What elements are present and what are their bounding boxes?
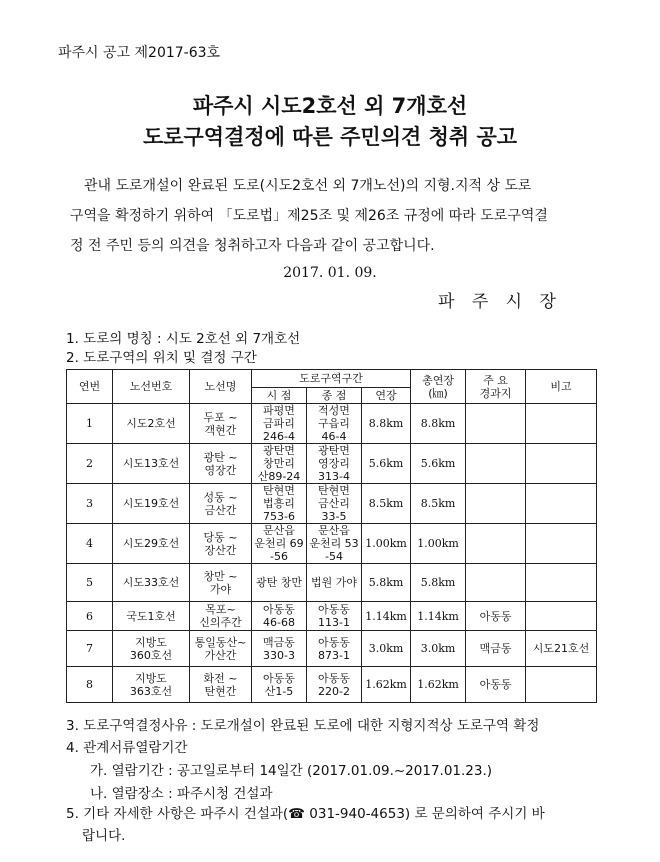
cell-no: 1: [67, 404, 113, 444]
cell-start: 문산읍 운천리 69 -56: [252, 524, 307, 564]
header-route-no: 노선번호: [113, 370, 190, 404]
cell-end: 아동동 220-2: [307, 667, 362, 703]
header-start: 시 점: [252, 388, 307, 404]
cell-via: [466, 484, 526, 524]
cell-route-no: 시도19호선: [113, 484, 190, 524]
header-note: 비고: [526, 370, 597, 404]
cell-note: [526, 524, 597, 564]
cell-end: 적성면 구읍리 46-4: [307, 404, 362, 444]
cell-via: 아동동: [466, 602, 526, 631]
body-line-3: 정 전 주민 등의 의견을 청취하고자 다음과 같이 공고합니다.: [70, 238, 435, 254]
notice-date: 2017. 01. 09.: [283, 265, 377, 281]
cell-route-name: 창만 ~ 가야: [190, 564, 252, 602]
cell-via: [466, 564, 526, 602]
cell-total: 5.8km: [411, 564, 466, 602]
cell-length: 5.8km: [362, 564, 411, 602]
cell-no: 2: [67, 444, 113, 484]
cell-route-no: 국도1호선: [113, 602, 190, 631]
header-total-length: 총연장 (㎞): [411, 370, 466, 404]
cell-route-name: 목포~ 신의주간: [190, 602, 252, 631]
cell-start: 아동동 산1-5: [252, 667, 307, 703]
table-row: [67, 444, 597, 484]
cell-via: [466, 444, 526, 484]
cell-total: 1.62km: [411, 667, 466, 703]
cell-length: 1.62km: [362, 667, 411, 703]
cell-length: 5.6km: [362, 444, 411, 484]
title-line-2: 도로구역결정에 따른 주민의견 청취 공고: [142, 125, 518, 149]
cell-route-no: 지방도 363호선: [113, 667, 190, 703]
table-row: [67, 404, 597, 444]
cell-total: 1.00km: [411, 524, 466, 564]
table-row: [67, 631, 597, 667]
cell-end: 법원 가야: [307, 564, 362, 602]
cell-total: 1.14km: [411, 602, 466, 631]
cell-end: 아동동 873-1: [307, 631, 362, 667]
cell-route-no: 지방도 360호선: [113, 631, 190, 667]
header-end: 종 점: [307, 388, 362, 404]
notice-number: 파주시 공고 제2017-63호: [58, 45, 221, 61]
cell-start: 광탄면 창만리 산89-24: [252, 444, 307, 484]
cell-end: 문산읍 운천리 53 -54: [307, 524, 362, 564]
cell-start: 탄현면 법흥리 753-6: [252, 484, 307, 524]
cell-note: [526, 484, 597, 524]
cell-route-no: 시도2호선: [113, 404, 190, 444]
cell-route-no: 시도13호선: [113, 444, 190, 484]
section-reason: 3. 도로구역결정사유 : 도로개설이 완료된 도로에 대한 지형지적상 도로구역 확정: [66, 718, 540, 734]
cell-end: 아동동 113-1: [307, 602, 362, 631]
cell-route-name: 당동 ~ 장산간: [190, 524, 252, 564]
cell-via: [466, 404, 526, 444]
section-contact: [66, 803, 596, 847]
signer: 파 주 시 장: [438, 292, 562, 312]
section-viewing: 4. 관계서류열람기간: [66, 740, 188, 756]
cell-note: [526, 444, 597, 484]
section-road-name: 1. 도로의 명칭 : 시도 2호선 외 7개호선: [66, 331, 301, 347]
cell-length: 1.14km: [362, 602, 411, 631]
header-via: 주 요 경과지: [466, 370, 526, 404]
cell-length: 3.0km: [362, 631, 411, 667]
cell-start: 파평면 금파리 246-4: [252, 404, 307, 444]
cell-route-name: 두포 ~ 객현간: [190, 404, 252, 444]
table-row: [67, 602, 597, 631]
cell-no: 7: [67, 631, 113, 667]
cell-route-name: 성동 ~ 금산간: [190, 484, 252, 524]
section-location: 2. 도로구역의 위치 및 결정 구간: [66, 350, 257, 366]
cell-note: [526, 602, 597, 631]
cell-total: 5.6km: [411, 444, 466, 484]
cell-length: 8.5km: [362, 484, 411, 524]
cell-start: 맥금동 330-3: [252, 631, 307, 667]
cell-no: 6: [67, 602, 113, 631]
cell-note: 시도21호선: [526, 631, 597, 667]
cell-no: 5: [67, 564, 113, 602]
cell-route-name: 광탄 ~ 영장간: [190, 444, 252, 484]
cell-route-name: 화전 ~ 탄현간: [190, 667, 252, 703]
cell-length: 8.8km: [362, 404, 411, 444]
cell-via: [466, 524, 526, 564]
header-section: 도로구역구간: [252, 370, 411, 388]
cell-end: 광탄면 영장리 313-4: [307, 444, 362, 484]
contact-line-2: 랍니다.: [82, 828, 126, 844]
cell-route-name: 통일동산~ 가산간: [190, 631, 252, 667]
table-row: [67, 524, 597, 564]
cell-total: 3.0km: [411, 631, 466, 667]
cell-total: 8.5km: [411, 484, 466, 524]
cell-via: 맥금동: [466, 631, 526, 667]
cell-end: 탄현면 금산리 33-5: [307, 484, 362, 524]
notice-body: [70, 171, 598, 261]
header-length: 연장: [362, 388, 411, 404]
cell-no: 4: [67, 524, 113, 564]
cell-route-no: 시도29호선: [113, 524, 190, 564]
table-row: [67, 564, 597, 602]
viewing-period: 가. 열람기간 : 공고일로부터 14일간 (2017.01.09.~2017.01.23.): [90, 763, 493, 779]
cell-note: [526, 667, 597, 703]
viewing-location: 나. 열람장소 : 파주시청 건설과: [90, 786, 273, 802]
table-row: [67, 484, 597, 524]
cell-note: [526, 564, 597, 602]
cell-start: 광탄 창만: [252, 564, 307, 602]
cell-via: 아동동: [466, 667, 526, 703]
title-line-1: 파주시 시도2호선 외 7개호선: [192, 94, 468, 118]
header-route-name: 노선명: [190, 370, 252, 404]
header-no: 연번: [67, 370, 113, 404]
cell-total: 8.8km: [411, 404, 466, 444]
cell-length: 1.00km: [362, 524, 411, 564]
cell-note: [526, 404, 597, 444]
cell-route-no: 시도33호선: [113, 564, 190, 602]
cell-start: 아동동 46-68: [252, 602, 307, 631]
cell-no: 8: [67, 667, 113, 703]
body-line-1: 관내 도로개설이 완료된 도로(시도2호선 외 7개노선)의 지형.지적 상 도로: [84, 178, 532, 194]
body-line-2: 구역을 확정하기 위하여 「도로법」제25조 및 제26조 규정에 따라 도로구역결: [70, 208, 548, 224]
cell-no: 3: [67, 484, 113, 524]
table-row: [67, 667, 597, 703]
contact-line-1: 5. 기타 자세한 사항은 파주시 건설과(☎ 031-940-4653) 로 문의하여 주시기 바: [66, 806, 545, 822]
road-section-table: [66, 369, 597, 703]
